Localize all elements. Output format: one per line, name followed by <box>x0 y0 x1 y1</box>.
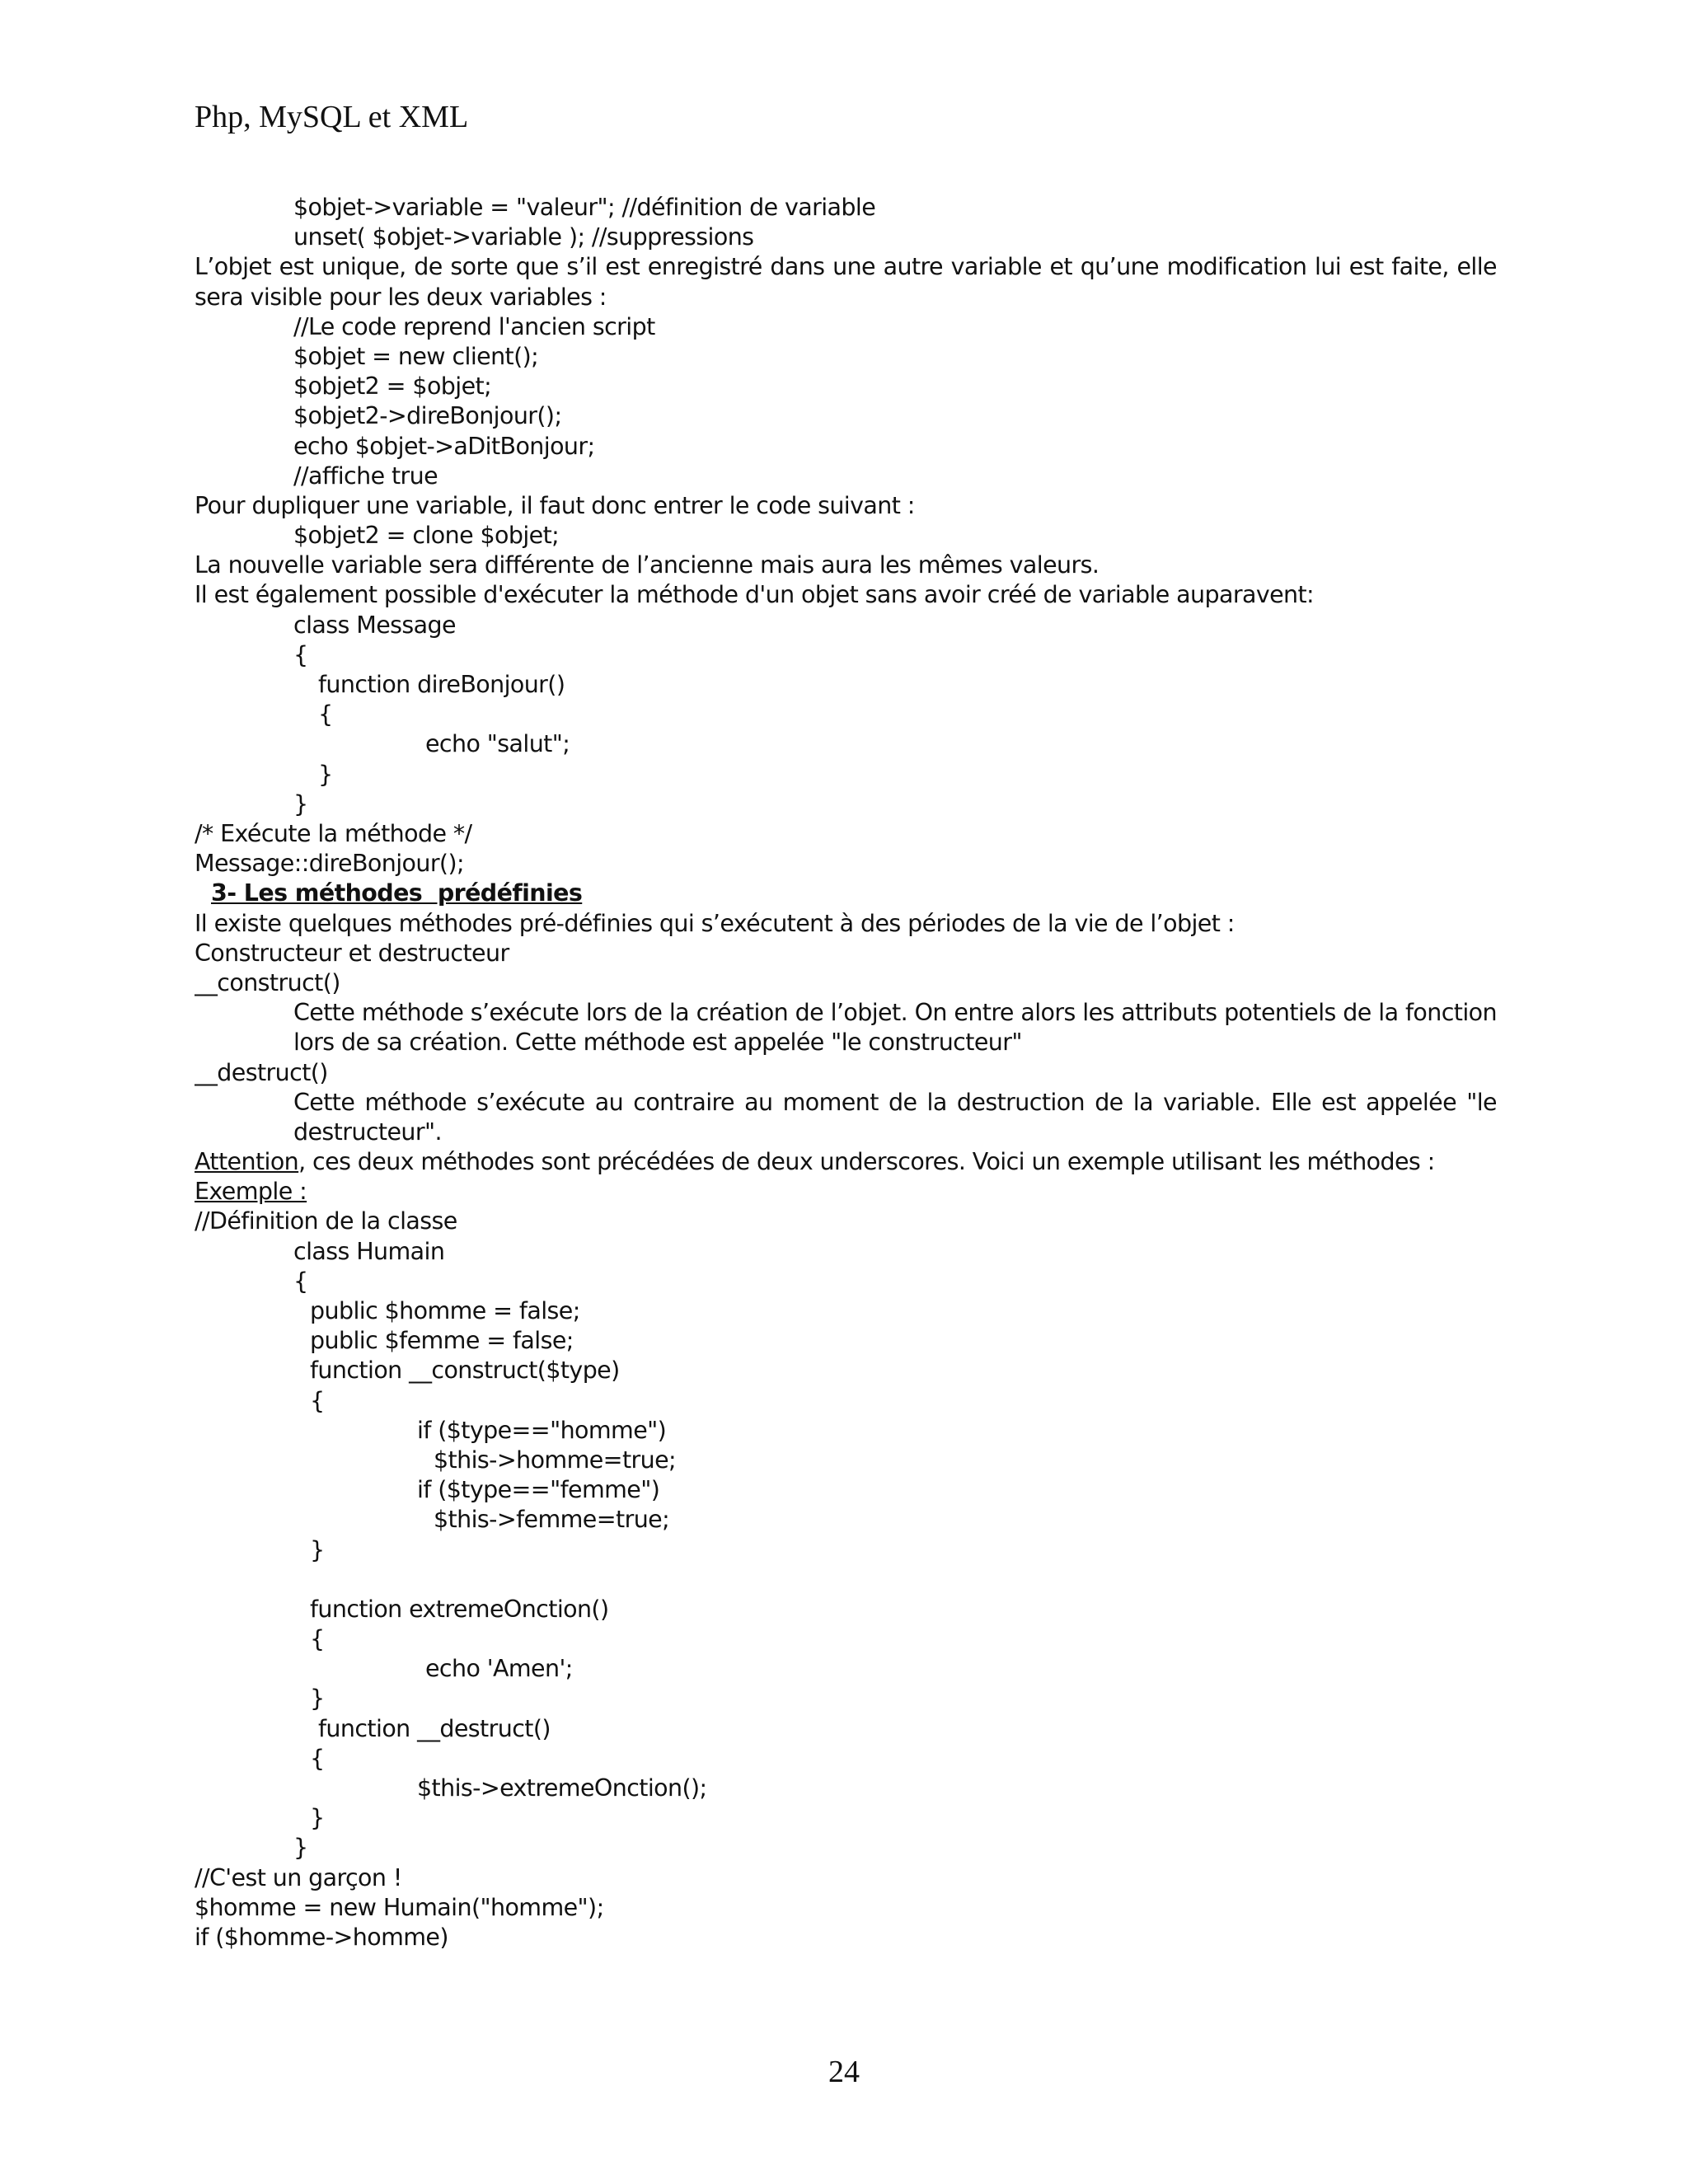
method-name: __construct() <box>195 968 340 996</box>
paragraph: Pour dupliquer une variable, il faut donc entrer le code suivant : <box>195 491 915 519</box>
code-line: public $homme = false; <box>310 1297 580 1325</box>
code-line: echo 'Amen'; <box>425 1655 573 1683</box>
paragraph: Il existe quelques méthodes pré-définies qui s’exécutent à des périodes de la vie de l’objet : <box>195 909 1235 937</box>
paragraph: Il est également possible d'exécuter la méthode d'un objet sans avoir créé de variable auparavent: <box>195 581 1315 609</box>
code-line: $this->homme=true; <box>434 1446 677 1474</box>
code-line: { <box>310 1744 325 1772</box>
section-heading: 3- Les méthodes prédéfinies <box>211 879 583 907</box>
code-line: //affiche true <box>293 462 438 490</box>
paragraph: Cette méthode s’exécute lors de la création de l’objet. On entre alors les attributs potentiels de la fonction lors de sa création. Cette méthode est appelée "le constructeur" <box>293 999 1497 1057</box>
code-line: { <box>310 1625 325 1653</box>
code-line: echo "salut"; <box>425 730 570 758</box>
code-line: function direBonjour() <box>318 671 565 699</box>
page-number: 24 <box>828 2055 860 2089</box>
code-line: { <box>293 640 308 668</box>
code-line: Message::direBonjour(); <box>195 850 464 878</box>
code-line: $this->femme=true; <box>434 1506 670 1534</box>
attention-label: Attention <box>195 1148 299 1176</box>
code-line: { <box>293 1267 308 1295</box>
code-line: { <box>318 701 333 729</box>
code-line: } <box>318 760 333 788</box>
code-line: //Définition de la classe <box>195 1207 457 1235</box>
blank-line <box>195 1565 1497 1595</box>
code-line: { <box>310 1386 325 1414</box>
method-name: __destruct() <box>195 1058 328 1086</box>
example-label <box>195 1177 1497 1207</box>
example-label-text: Exemple : <box>195 1178 307 1206</box>
code-line: class Humain <box>293 1237 445 1265</box>
paragraph: L’objet est unique, de sorte que s’il est enregistré dans une autre variable et qu’une modification lui est faite, elle sera visible pour les deux variables : <box>195 253 1497 311</box>
code-line: class Message <box>293 611 456 639</box>
code-line: function extremeOnction() <box>310 1595 609 1623</box>
code-line: } <box>310 1535 325 1563</box>
paragraph: Constructeur et destructeur <box>195 939 509 967</box>
code-line: /* Exécute la méthode */ <box>195 819 472 847</box>
paragraph: La nouvelle variable sera différente de l’ancienne mais aura les mêmes valeurs. <box>195 551 1100 579</box>
code-line: if ($type=="femme") <box>417 1476 660 1504</box>
running-header: Php, MySQL et XML <box>195 100 469 134</box>
code-line: if ($homme->homme) <box>195 1923 448 1951</box>
code-line: $objet2 = $objet; <box>293 373 492 401</box>
code-line: echo $objet->aDitBonjour; <box>293 432 595 460</box>
paragraph: Cette méthode s’exécute au contraire au moment de la destruction de la variable. Elle est appelée "le destructeur". <box>293 1088 1497 1146</box>
code-line: function __destruct() <box>318 1714 551 1742</box>
code-line: unset( $objet->variable ); //suppressions <box>293 223 754 251</box>
paragraph <box>195 1147 1497 1177</box>
page-body <box>195 193 1497 1952</box>
code-line: //Le code reprend l'ancien script <box>293 312 655 340</box>
code-line: } <box>293 1834 308 1862</box>
attention-text: , ces deux méthodes sont précédées de deux underscores. Voici un exemple utilisant les méthodes : <box>298 1148 1435 1176</box>
code-line: function __construct($type) <box>310 1357 620 1385</box>
code-line: $this->extremeOnction(); <box>417 1774 707 1802</box>
code-line: $objet2 = clone $objet; <box>293 522 560 550</box>
code-line: $objet->variable = "valeur"; //définition de variable <box>293 194 876 221</box>
code-line: if ($type=="homme") <box>417 1416 667 1444</box>
code-line: $homme = new Humain("homme"); <box>195 1893 604 1921</box>
code-line: //C'est un garçon ! <box>195 1863 402 1891</box>
code-line: $objet = new client(); <box>293 342 539 370</box>
code-line: } <box>310 1685 325 1713</box>
code-line: public $femme = false; <box>310 1327 574 1355</box>
code-line: $objet2->direBonjour(); <box>293 402 562 430</box>
code-line: } <box>310 1804 325 1832</box>
code-line: } <box>293 790 308 818</box>
